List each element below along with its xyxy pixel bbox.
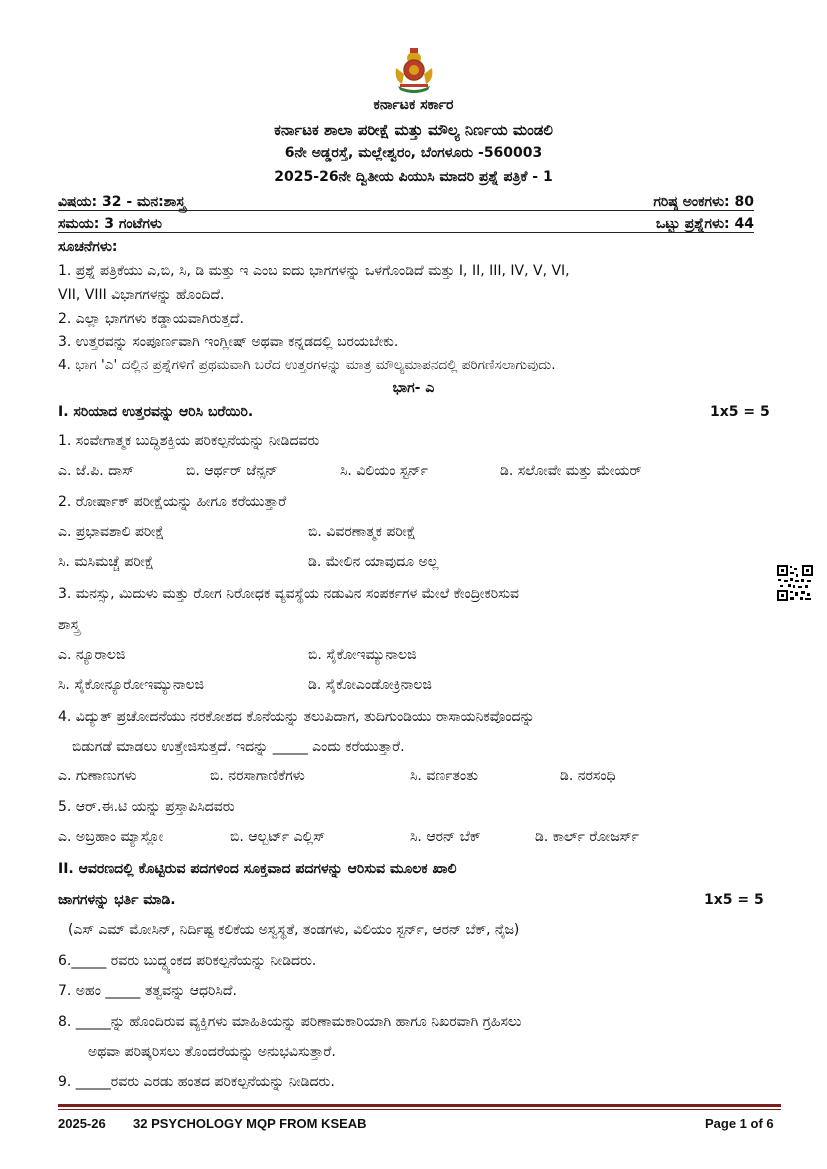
q4-option-a: ಎ. ಗುಣಾಣುಗಳು bbox=[58, 768, 137, 784]
word-bank: (ಎಸ್ ಎಮ್ ಮೋಸಿನ್, ನಿರ್ದಿಷ್ಟ ಕಲಿಕೆಯ ಅಸ್ವಸ್ಥತೆ, ತಂಡಗಳು, ವಿಲಿಯಂ ಸ್ಟರ್ನ್, ಆರನ್ ಬೆಕ್, ನೈಜ) bbox=[68, 922, 520, 938]
q2-option-d: ಡಿ. ಮೇಲಿನ ಯಾವುದೂ ಅಲ್ಲ bbox=[308, 554, 439, 570]
q4-option-b: ಬಿ. ನರಸಾಗಾಣಿಕೆಗಳು bbox=[210, 768, 305, 784]
q5-option-a: ಎ. ಅಬ್ರಹಾಂ ಮ್ಯಾಸ್ಲೋ bbox=[58, 829, 164, 845]
karnataka-emblem bbox=[390, 40, 438, 96]
question-5: 5. ಆರ್.ಈ.ಟಿ ಯನ್ನು ಪ್ರಸ್ತಾಪಿಸಿದವರು bbox=[58, 799, 235, 815]
q5-option-d: ಡಿ. ಕಾರ್ಲ್ ರೋಜರ್ಸ್ bbox=[535, 829, 639, 845]
q2-option-c: ಸಿ. ಮಸಿಮಚ್ಚೆ ಪರೀಕ್ಷೆ bbox=[58, 554, 154, 570]
instruction-3: 3. ಉತ್ತರವನ್ನು ಸಂಪೂರ್ಣವಾಗಿ ಇಂಗ್ಲೀಷ್ ಅಥವಾ ಕನ್ನಡದಲ್ಲಿ ಬರಯಬೇಕು. bbox=[58, 334, 399, 350]
q1-option-a: ಎ. ಜೆ.ಪಿ. ದಾಸ್ bbox=[58, 463, 135, 479]
question-8: 8. _____ನ್ನು ಹೊಂದಿರುವ ವ್ಯಕ್ತಿಗಳು ಮಾಹಿತಿಯನ್ನು ಪರಿಣಾಮಕಾರಿಯಾಗಿ ಹಾಗೂ ನಿಖರವಾಗಿ ಗ್ರಹಿಸಲು bbox=[58, 1014, 522, 1030]
question-9: 9. _____ರವರು ಎರಡು ಹಂತದ ಪರಿಕಲ್ಪನೆಯನ್ನು ನೀಡಿದರು. bbox=[58, 1074, 335, 1090]
section-1-title: I. ಸರಿಯಾದ ಉತ್ತರವನ್ನು ಆರಿಸಿ ಬರೆಯಿರಿ. bbox=[58, 404, 254, 420]
header-gov: ಕರ್ನಾಟಕ ಸರ್ಕಾರ bbox=[373, 97, 454, 113]
q1-option-d: ಡಿ. ಸಲೋವೇ ಮತ್ತು ಮೇಯರ್ bbox=[500, 463, 642, 479]
section-2-title-cont: ಜಾಗಗಳನ್ನು ಭರ್ತಿ ಮಾಡಿ. bbox=[58, 892, 176, 908]
question-1: 1. ಸಂವೇಗಾತ್ಮಕ ಬುದ್ಧಿಶಕ್ತಿಯ ಪರಿಕಲ್ಪನೆಯನ್ನು ನೀಡಿದವರು bbox=[58, 433, 320, 449]
question-3: 3. ಮನಸ್ಸು, ಮಿದುಳು ಮತ್ತು ರೋಗ ನಿರೋಧಕ ವ್ಯವಸ್ಥೆಯ ನಡುವಿನ ಸಂಪರ್ಕಗಳ ಮೇಲೆ ಕೇಂದ್ರೀಕರಿಸುವ bbox=[58, 586, 520, 602]
q4-option-c: ಸಿ. ವರ್ಣತಂತು bbox=[410, 768, 478, 784]
q4-option-d: ಡಿ. ನರಸಂಧಿ bbox=[560, 768, 616, 784]
footer-page: Page 1 of 6 bbox=[705, 1116, 774, 1131]
question-8-cont: ಅಥವಾ ಪರಿಷ್ಕರಿಸಲು ತೊಂದರೆಯನ್ನು ಅನುಭವಿಸುತ್ತಾರೆ. bbox=[88, 1044, 336, 1060]
instruction-2: 2. ಎಲ್ಲಾ ಭಾಗಗಳು ಕಡ್ಡಾಯವಾಗಿರುತ್ತದೆ. bbox=[58, 311, 244, 327]
question-7: 7. ಅಹಂ _____ ತತ್ವವನ್ನು ಆಧರಿಸಿದೆ. bbox=[58, 983, 237, 999]
section-2-title: II. ಆವರಣದಲ್ಲಿ ಕೊಟ್ಟಿರುವ ಪದಗಳಿಂದ ಸೂಕ್ತವಾದ ಪದಗಳನ್ನು ಆರಿಸುವ ಮೂಲಕ ಖಾಲಿ bbox=[58, 861, 457, 877]
footer-rule-thin bbox=[58, 1109, 781, 1110]
question-4-cont: ಬಿಡುಗಡೆ ಮಾಡಲು ಉತ್ತೇಜಿಸುತ್ತದೆ. ಇದನ್ನು _____ ಎಂದು ಕರೆಯುತ್ತಾರೆ. bbox=[72, 739, 405, 755]
subject-label: ವಿಷಯ: 32 - ಮನ:ಶಾಸ್ತ್ರ bbox=[58, 194, 186, 210]
q2-option-a: ಎ. ಪ್ರಭಾವಶಾಲಿ ಪರೀಕ್ಷೆ bbox=[58, 524, 165, 540]
part-a-title: ಭಾಗ- ಎ bbox=[392, 380, 435, 396]
question-4: 4. ವಿದ್ಯುತ್ ಪ್ರಚೋದನೆಯು ನರಕೋಶದ ಕೊನೆಯನ್ನು ತಲುಪಿದಾಗ, ತುದಿಗುಂಡಿಯು ರಾಸಾಯನಿಕವೊಂದನ್ನು bbox=[58, 709, 535, 725]
section-1-marks: 1x5 = 5 bbox=[710, 404, 770, 420]
q1-option-b: ಬಿ. ಆರ್ಥರ್ ಜೆನ್ಸನ್ bbox=[186, 463, 278, 479]
question-2: 2. ರೋರ್ಷಾಕ್ ಪರೀಕ್ಷೆಯನ್ನು ಹೀಗೂ ಕರೆಯುತ್ತಾರೆ bbox=[58, 494, 287, 510]
footer-year: 2025-26 bbox=[58, 1116, 106, 1131]
instruction-1-cont: VII, VIII ವಿಭಾಗಗಳನ್ನು ಹೊಂದಿದೆ. bbox=[58, 287, 225, 303]
q1-option-c: ಸಿ. ವಿಲಿಯಂ ಸ್ಟರ್ನ್ bbox=[340, 463, 428, 479]
q2-option-b: ಬಿ. ವಿವರಣಾತ್ಮಕ ಪರೀಕ್ಷೆ bbox=[308, 524, 416, 540]
max-marks: ಗರಿಷ್ಠ ಅಂಕಗಳು: 80 bbox=[653, 194, 754, 210]
divider bbox=[58, 232, 754, 233]
q5-option-c: ಸಿ. ಆರನ್ ಬೆಕ್ bbox=[410, 829, 481, 845]
q3-option-b: ಬಿ. ಸೈಕೋಇಮ್ಯುನಾಲಜಿ bbox=[308, 647, 417, 663]
q5-option-b: ಬಿ. ಆಲ್ಬರ್ಟ್ ಎಲ್ಲಿಸ್ bbox=[230, 829, 326, 845]
instruction-1: 1. ಪ್ರಶ್ನೆ ಪತ್ರಿಕೆಯು ಎ,ಬಿ, ಸಿ, ಡಿ ಮತ್ತು ಇ ಎಂಬ ಐದು ಭಾಗಗಳನ್ನು ಒಳಗೊಂಡಿದೆ ಮತ್ತು I, II, III, IV, V, VI, bbox=[58, 263, 570, 279]
question-6: 6._____ ರವರು ಬುದ್ಧ್ಯಂಕದ ಪರಿಕಲ್ಪನೆಯನ್ನು ನೀಡಿದರು. bbox=[58, 953, 317, 969]
qr-code bbox=[776, 564, 814, 602]
divider bbox=[58, 210, 754, 211]
section-2-marks: 1x5 = 5 bbox=[704, 892, 764, 908]
header-address: 6ನೇ ಅಡ್ಡರಸ್ತೆ, ಮಲ್ಲೇಶ್ವರಂ, ಬೆಂಗಳೂರು -560003 bbox=[284, 145, 543, 161]
header-board: ಕರ್ನಾಟಕ ಶಾಲಾ ಪರೀಕ್ಷೆ ಮತ್ತು ಮೌಲ್ಯ ನಿರ್ಣಯ ಮಂಡಲಿ bbox=[274, 121, 553, 139]
header-exam: 2025-26ನೇ ದ್ವಿತೀಯ ಪಿಯುಸಿ ಮಾದರಿ ಪ್ರಶ್ನೆ ಪತ್ರಿಕೆ - 1 bbox=[274, 169, 553, 185]
q3-option-d: ಡಿ. ಸೈಕೋಎಂಡೋಕ್ರಿನಾಲಜಿ bbox=[308, 677, 432, 693]
footer-rule bbox=[58, 1104, 781, 1107]
footer-subject: 32 PSYCHOLOGY MQP FROM KSEAB bbox=[133, 1116, 367, 1131]
q3-option-c: ಸಿ. ಸೈಕೋನ್ಯೂರೋಇಮ್ಯುನಾಲಜಿ bbox=[58, 677, 205, 693]
question-3-cont: ಶಾಸ್ತ್ರ bbox=[58, 617, 80, 633]
time-label: ಸಮಯ: 3 ಗಂಟೆಗಳು bbox=[58, 216, 162, 232]
instructions-title: ಸೂಚನೆಗಳು: bbox=[58, 239, 118, 255]
q3-option-a: ಎ. ನ್ಯೂರಾಲಜಿ bbox=[58, 647, 126, 663]
total-questions: ಒಟ್ಟು ಪ್ರಶ್ನೆಗಳು: 44 bbox=[655, 216, 754, 232]
instruction-4: 4. ಭಾಗ 'ಎ' ದಲ್ಲಿನ ಪ್ರಶ್ನೆಗಳಿಗೆ ಪ್ರಥಮವಾಗಿ ಬರೆದ ಉತ್ತರಗಳನ್ನು ಮಾತ್ರ ಮೌಲ್ಯಮಾಪನದಲ್ಲಿ ಪರಿಗಣಿಸಲಾಗುವುದು. bbox=[58, 357, 556, 373]
